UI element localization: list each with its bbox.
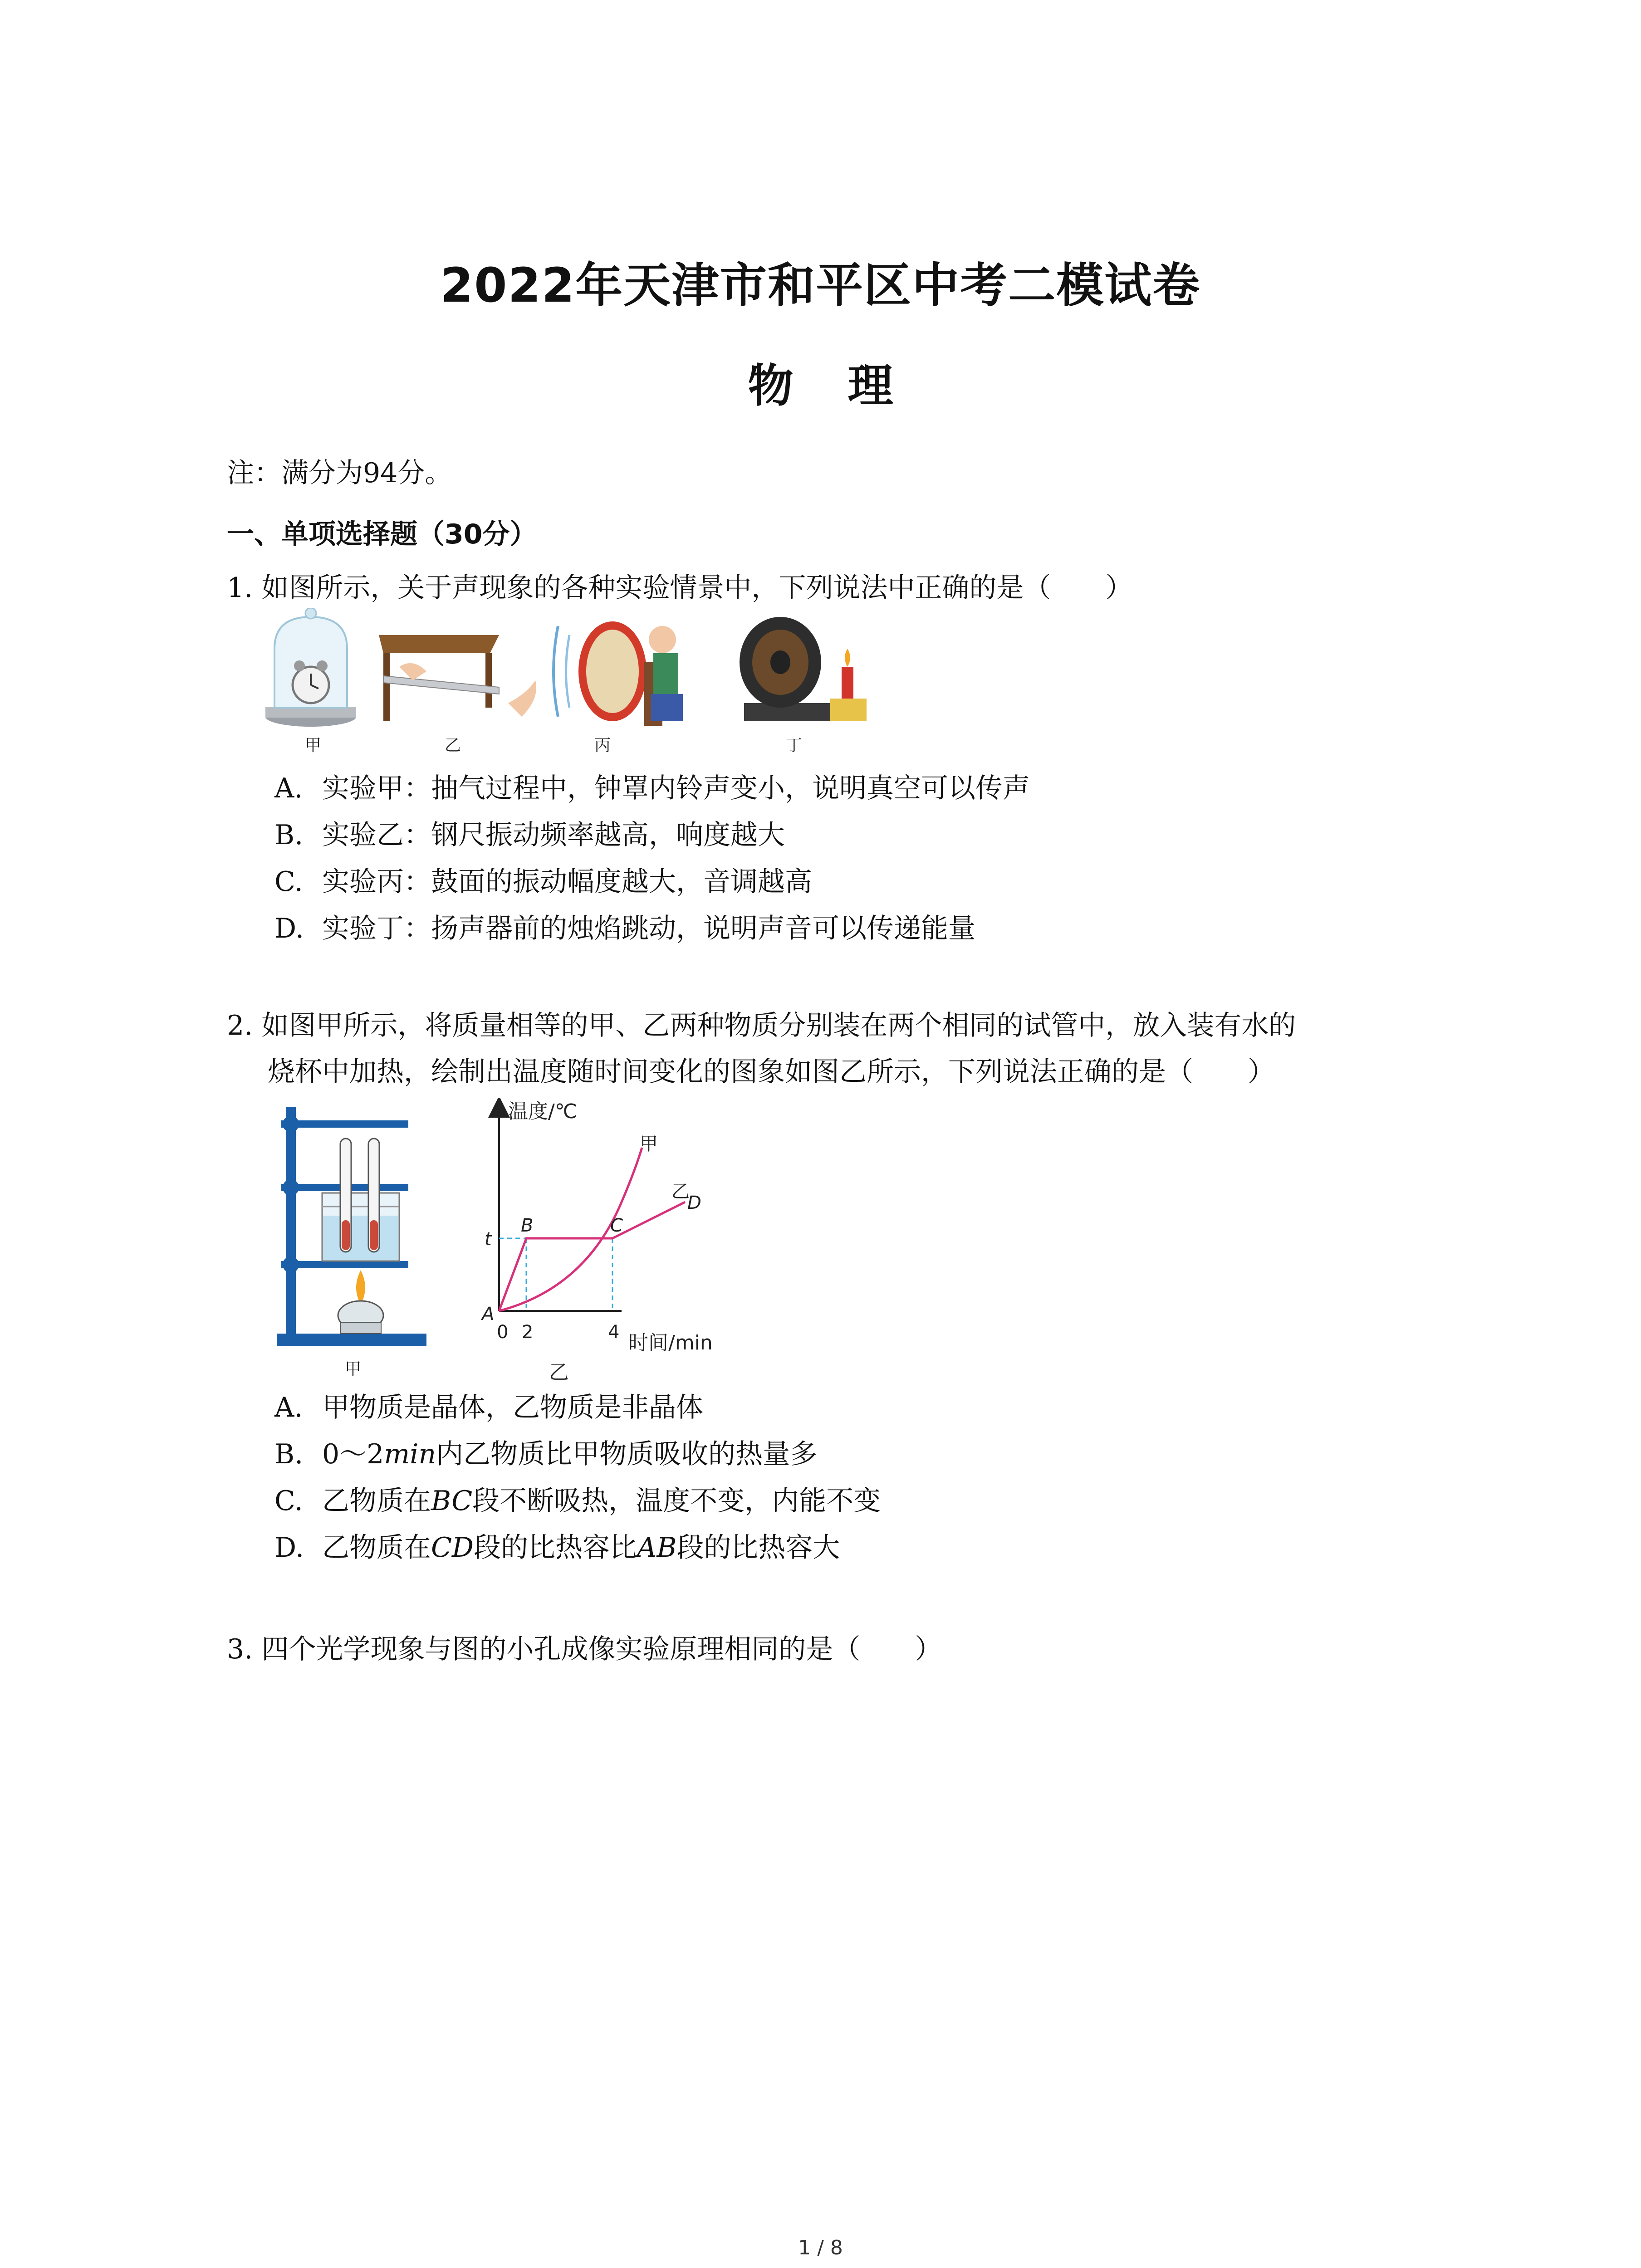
- subject-title: [0, 349, 1641, 415]
- x-tick-0: 0: [497, 1322, 509, 1343]
- section-heading: 一、单项选择题（30分）: [227, 518, 537, 550]
- temperature-time-graph: [472, 1098, 762, 1397]
- page-number: 1 / 8: [798, 2236, 843, 2259]
- option-text-post: 内乙物质比甲物质吸收的热量多: [436, 1438, 818, 1470]
- q2-option-c[interactable]: [274, 1479, 881, 1518]
- option-label: C.: [274, 866, 303, 898]
- point-d: D: [687, 1193, 701, 1213]
- option-text: 实验丙：鼓面的振动幅度越大，音调越高: [322, 866, 812, 898]
- option-text: 实验乙：钢尺振动频率越高，响度越大: [322, 819, 785, 851]
- figure-label-ding: 丁: [786, 736, 803, 755]
- question-1-figure: [263, 608, 898, 762]
- option-label: A.: [274, 772, 303, 804]
- option-label: A.: [274, 1392, 303, 1423]
- question-2-stem-line2: 烧杯中加热，绘制出温度随时间变化的图象如图乙所示，下列说法正确的是（ ）: [268, 1056, 1275, 1088]
- y-axis-label: 温度/℃: [508, 1100, 578, 1123]
- figure-label-jia: 甲: [305, 736, 322, 755]
- question-2-stem-line1: 2. 如图甲所示，将质量相等的甲、乙两种物质分别装在两个相同的试管中，放入装有水的: [227, 1010, 1296, 1041]
- question-3-stem: 3. 四个光学现象与图的小孔成像实验原理相同的是（ ）: [227, 1633, 942, 1665]
- option-text: 实验甲：抽气过程中，钟罩内铃声变小，说明真空可以传声: [322, 772, 1030, 804]
- q2-option-b[interactable]: [274, 1432, 817, 1471]
- question-1-stem: 1. 如图所示，关于声现象的各种实验情景中，下列说法中正确的是（ ）: [227, 572, 1133, 604]
- option-label: B.: [274, 819, 304, 851]
- drum-illustration: [554, 621, 683, 726]
- page-title: 2022年天津市和平区中考二模试卷: [440, 258, 1201, 313]
- point-a: A: [482, 1304, 495, 1325]
- curve-label-jia: 甲: [640, 1134, 658, 1154]
- t-label: t: [485, 1229, 492, 1250]
- subject-char-1: 物: [748, 359, 794, 412]
- option-label: B.: [274, 1438, 304, 1470]
- q1-option-b[interactable]: [274, 813, 785, 852]
- option-text-mid: 段的比热容比: [474, 1532, 637, 1564]
- subject-char-2: 理: [847, 359, 893, 412]
- option-text-em: BC: [431, 1485, 473, 1517]
- curve-label-yi: 乙: [671, 1181, 690, 1202]
- point-c: C: [610, 1215, 623, 1236]
- option-text-em: CD: [431, 1532, 474, 1564]
- option-text-post: 段的比热容大: [676, 1532, 840, 1564]
- x-tick-4: 4: [608, 1322, 620, 1343]
- figure-label-bing: 丙: [594, 736, 611, 755]
- figure-label-jia-2: 甲: [345, 1360, 362, 1378]
- q1-option-c[interactable]: [274, 860, 812, 899]
- option-text-pre: 乙物质在: [322, 1485, 431, 1517]
- option-label: D.: [274, 1532, 304, 1564]
- option-text-pre: 乙物质在: [322, 1532, 431, 1564]
- option-text: 甲物质是晶体，乙物质是非晶体: [322, 1392, 703, 1423]
- option-label: C.: [274, 1485, 303, 1517]
- x-axis-label: 时间/min: [628, 1331, 713, 1354]
- point-b: B: [521, 1215, 534, 1236]
- speaker-candle-illustration: [740, 617, 867, 721]
- option-text-em: min: [384, 1438, 436, 1470]
- q1-option-a[interactable]: [274, 767, 1030, 806]
- option-text-em2: AB: [637, 1532, 677, 1564]
- question-2-stem: [227, 1002, 1296, 1095]
- x-tick-2: 2: [522, 1322, 534, 1343]
- figure-label-yi-2: 乙: [549, 1361, 569, 1384]
- ruler-table-illustration: [379, 635, 536, 721]
- option-text: 实验丁：扬声器前的烛焰跳动，说明声音可以传递能量: [322, 913, 975, 944]
- q2-option-a[interactable]: [274, 1386, 703, 1425]
- q1-option-d[interactable]: [274, 907, 975, 946]
- option-text-post: 段不断吸热，温度不变，内能不变: [472, 1485, 881, 1517]
- option-label: D.: [274, 913, 304, 944]
- q2-option-d[interactable]: [274, 1526, 840, 1565]
- figure-label-yi: 乙: [445, 736, 461, 755]
- bell-jar-illustration: [265, 608, 356, 727]
- option-text-pre: 0～2: [322, 1438, 384, 1470]
- score-note: 注：满分为94分。: [227, 457, 452, 489]
- heating-apparatus-figure: [268, 1098, 440, 1393]
